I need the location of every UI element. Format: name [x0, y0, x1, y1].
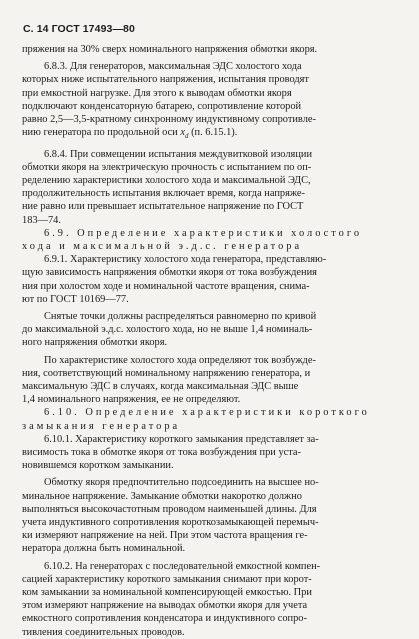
- text-line: 183—74.: [22, 214, 61, 226]
- text-line: ределению характеристики холостого хода и максимальной ЭДС,: [22, 174, 311, 186]
- text-line: максимальную ЭДС в случаях, когда максимальная ЭДС выше: [22, 380, 299, 392]
- text-line: тивления соединительных проводов.: [22, 626, 185, 638]
- text-line: до максимальной э.д.с. холостого хода, но не выше 1,4 номиналь-: [22, 324, 313, 336]
- text-line: емкостного сопротивления конденсатора и индуктивного сопро-: [22, 613, 307, 625]
- text-line: этом измеряют напряжение на выводах обмотки якоря для учета: [22, 600, 308, 612]
- text-line: 6.10. Определение характеристики короткого: [44, 407, 370, 419]
- text-line: новившемся коротком замыкании.: [22, 460, 174, 472]
- text-line: 1,4 номинального напряжения, ее не определяют.: [22, 394, 241, 406]
- text-line: которых ниже испытательного напряжения, испытания проводят: [22, 74, 309, 86]
- text-line: замыкания генератора: [22, 420, 181, 432]
- text-line: щую зависимость напряжения обмотки якоря от тока возбуждения: [22, 267, 317, 279]
- text-line: ного напряжения обмотки якоря.: [22, 337, 168, 349]
- text-line: Снятые точки должны распределяться равномерно по кривой: [44, 310, 317, 322]
- text-line: 6.8.3. Для генераторов, максимальная ЭДС холостого хода: [44, 61, 302, 73]
- text-line: Обмотку якоря предпочтительно подсоединить на высшее но-: [44, 477, 319, 489]
- text-line: выполняться высокочастотным проводом наименьшей длины. Для: [22, 503, 317, 515]
- text-line: хода и максимальной э.д.с. генератора: [22, 240, 303, 252]
- text-line: сацией характеристику короткого замыкания снимают при корот-: [22, 573, 312, 585]
- text-line: нию генератора по продольной оси $x_d$ (п. 6.15.1).: [22, 127, 238, 141]
- page-header: С. 14 ГОСТ 17493—80: [23, 23, 135, 35]
- text-line: ния, соответствующий номинальному напряжению генератора, и: [22, 367, 311, 379]
- text-line: продолжительность испытания включает время, когда напряже-: [22, 188, 305, 200]
- text-line: ют по ГОСТ 10169—77.: [22, 293, 129, 305]
- text-line: 6.10.1. Характеристику короткого замыкания представляет за-: [44, 433, 319, 445]
- text-line: при емкостной нагрузке. Для этого к выводам обмотки якоря: [22, 87, 292, 99]
- text-line: обмотки якоря на электрическую прочность с испытанием по оп-: [22, 161, 312, 173]
- text-line: По характеристике холостого хода определяют ток возбужде-: [44, 354, 316, 366]
- text-line: подключают конденсаторную батарею, сопротивление которой: [22, 100, 302, 112]
- text-line: пряжения на 30% сверх номинального напряжения обмотки якоря.: [22, 44, 318, 55]
- text-line: ние равно или превышает испытательное напряжение по ГОСТ: [22, 201, 304, 213]
- text-line: ния при холостом ходе и номинальной частоте вращения, снима-: [22, 280, 310, 292]
- text-line: минальное напряжение. Замыкание обмотки накоротко должно: [22, 490, 302, 502]
- body-text: [22, 43, 399, 639]
- text-line: ки измеряют напряжение на ней. При этом частота вращения ге-: [22, 530, 308, 542]
- text-line: 6.10.2. На генераторах с последовательной емкостной компен-: [44, 560, 321, 572]
- text-line: равно 2,5—3,5-кратному синхронному индуктивному сопротивле-: [22, 114, 316, 126]
- text-line: 6.8.4. При совмещении испытания междувитковой изоляции: [44, 148, 313, 160]
- text-line: нератора должна быть номинальной.: [22, 543, 186, 555]
- text-line: 6.9. Определение характеристики холостого: [44, 227, 363, 239]
- text-line: ком замыкании за номинальной компенсирующей емкостью. При: [22, 587, 312, 598]
- text-line: учета индуктивного сопротивления короткозамыкающей перемыч-: [22, 516, 319, 528]
- text-line: 6.9.1. Характеристику холостого хода генератора, представляю-: [44, 254, 327, 266]
- text-line: висимость тока в обмотке якоря от тока возбуждения при уста-: [22, 446, 301, 458]
